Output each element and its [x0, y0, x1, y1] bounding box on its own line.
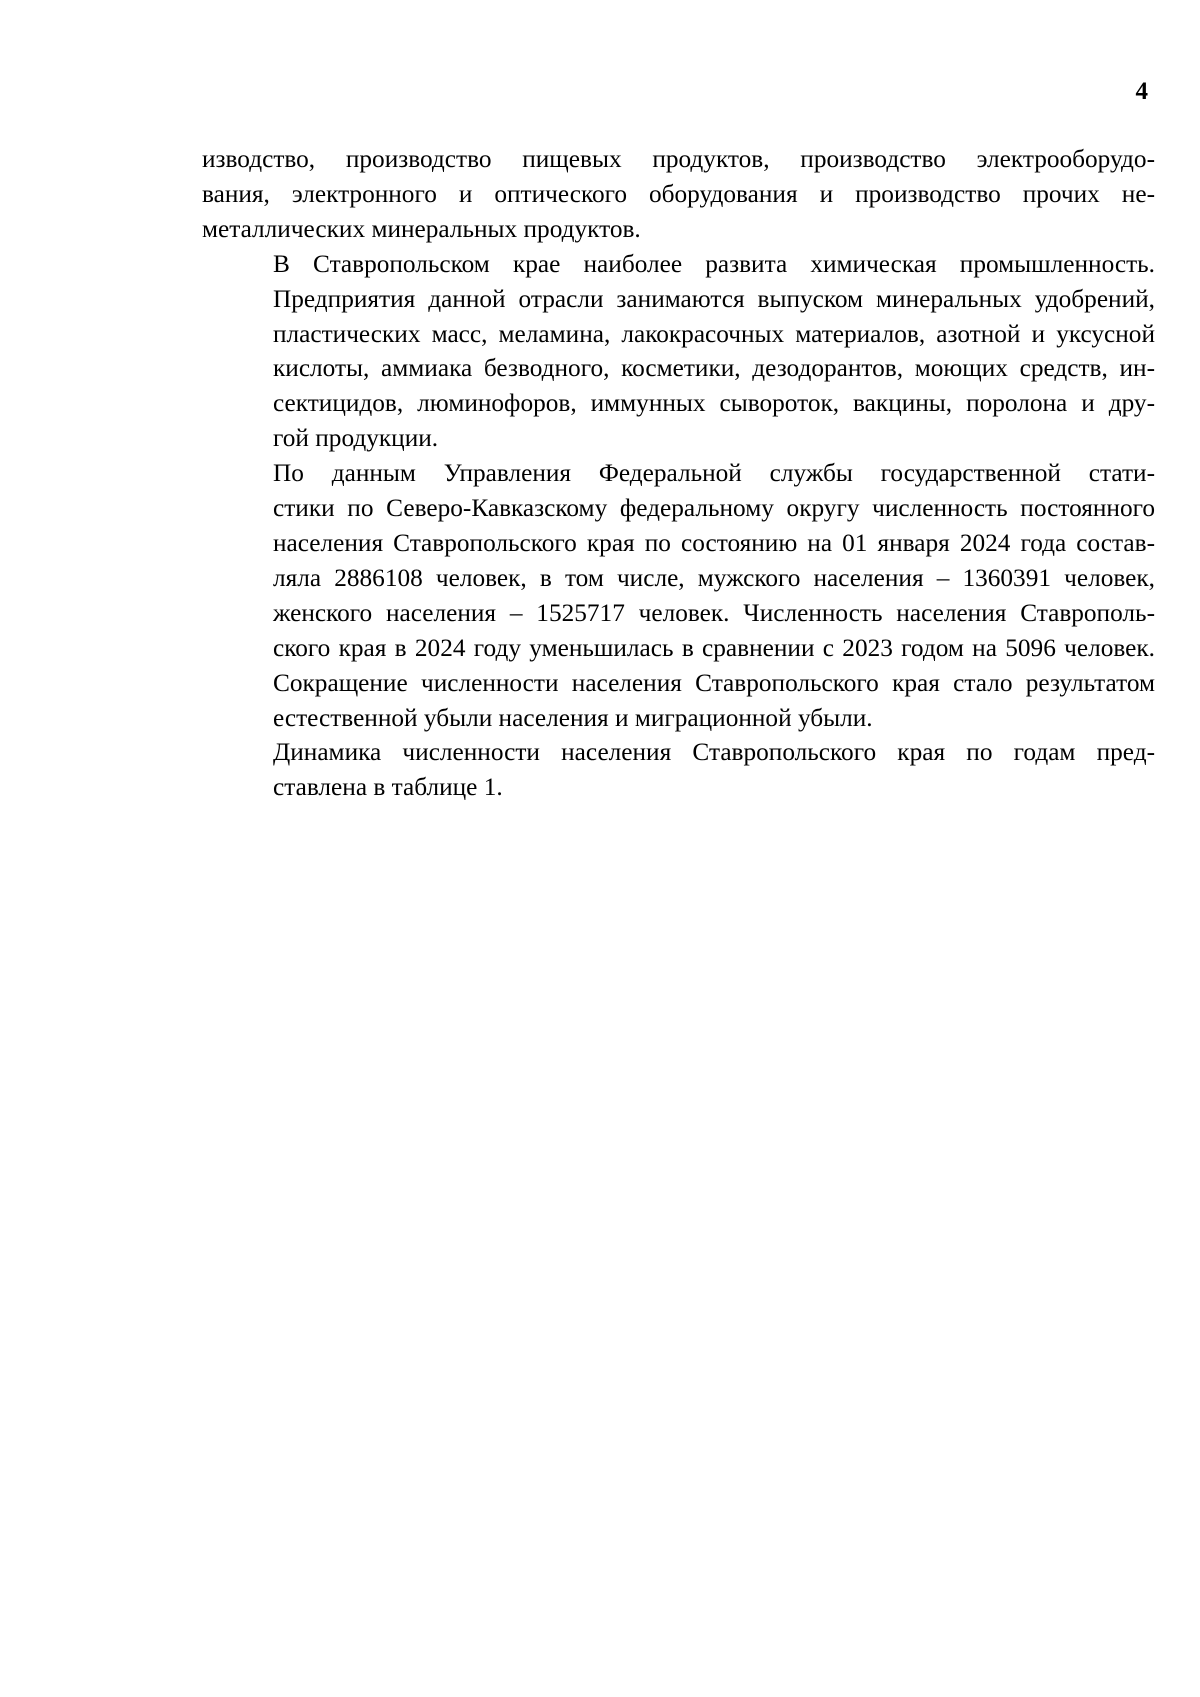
text-line: По данным Управления Федеральной службы государственной стати- [273, 459, 1155, 488]
text-line: кислоты, аммиака безводного, косметики, дезодорантов, моющих средств, ин- [273, 354, 1155, 383]
text-line: В Ставропольском крае наиболее развита химическая промышленность. [273, 249, 1155, 278]
text-line: женского населения – 1525717 человек. Численность населения Ставрополь- [273, 598, 1155, 627]
page-number: 4 [1135, 78, 1148, 105]
text-line: ляла 2886108 человек, в том числе, мужского населения – 1360391 человек, [273, 563, 1155, 592]
text-line: Динамика численности населения Ставропольского края по годам пред- [273, 738, 1155, 767]
text-line: Предприятия данной отрасли занимаются выпуском минеральных удобрений, [273, 284, 1155, 313]
paragraph-4 [202, 735, 1155, 805]
paragraph-2 [202, 247, 1155, 456]
text-line: пластических масс, меламина, лакокрасочных материалов, азотной и уксусной [273, 319, 1155, 348]
text-line: металлических минеральных продуктов. [202, 214, 641, 243]
text-line: Сокращение численности населения Ставропольского края стало результатом [273, 668, 1155, 697]
text-line: изводство, производство пищевых продуктов, производство электрооборудо- [202, 145, 1155, 173]
text-line: ставлена в таблице 1. [273, 773, 503, 802]
paragraph-1 [202, 142, 1155, 247]
text-line: естественной убыли населения и миграционной убыли. [273, 703, 873, 732]
text-line: сектицидов, люминофоров, иммунных сывороток, вакцины, поролона и дру- [273, 389, 1155, 418]
text-line: гой продукции. [273, 424, 439, 453]
body-text [202, 142, 1155, 805]
text-line: ского края в 2024 году уменьшилась в сравнении с 2023 годом на 5096 человек. [273, 633, 1155, 662]
text-line: населения Ставропольского края по состоянию на 01 января 2024 года состав- [273, 528, 1155, 557]
text-line: стики по Северо-Кавказскому федеральному округу численность постоянного [273, 494, 1155, 523]
text-line: вания, электронного и оптического оборудования и производство прочих не- [202, 179, 1155, 208]
paragraph-3 [202, 456, 1155, 735]
